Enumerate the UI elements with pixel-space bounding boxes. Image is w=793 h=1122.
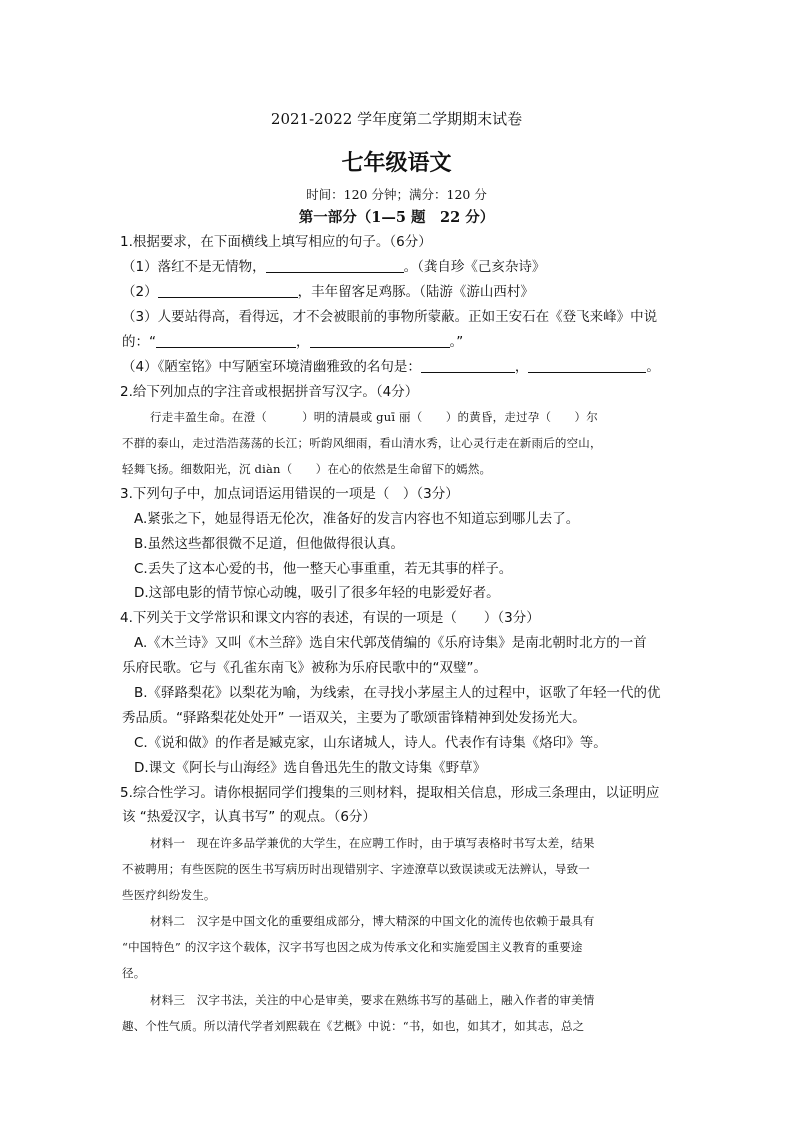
q4-option-b-cont: 秀品质。“驿路梨花处处开” 一语双关，主要为了歌颂雷锋精神到处发扬光大。	[122, 710, 586, 726]
q1-item-2: （2） ，丰年留客足鸡豚。（陆游《游山西村》	[122, 284, 534, 300]
q2-passage-line: 轻舞飞扬。细数阳光，沉 diàn（ ）在心的依然是生命留下的嫣然。	[122, 462, 492, 476]
material-one-line: 不被聘用；有些医院的医生书写病历时出现错别字、字迹潦草以致误读或无法辨认，导致一	[122, 862, 590, 876]
q2-passage-line: 不群的泰山，走过浩浩荡荡的长江；听韵风细雨，看山清水秀，让心灵行走在新雨后的空山，	[122, 436, 602, 450]
q2-stem: 2.给下列加点的字注音或根据拼音写汉字。（4分）	[120, 384, 419, 400]
q3-option-b: B.虽然这些都很微不足道，但他做得很认真。	[134, 536, 405, 552]
material-two: 材料二 汉字是中国文化的重要组成部分，博大精深的中国文化的流传也依赖于最具有	[150, 914, 595, 928]
q4-stem: 4.下列关于文学常识和课文内容的表述，有误的一项是（ ）（3分）	[120, 610, 540, 626]
answer-blank[interactable]	[158, 283, 298, 298]
school-year-title: 2021-2022 学年度第二学期期末试卷	[270, 110, 523, 128]
material-three: 材料三 汉字书法，关注的中心是审美，要求在熟练书写的基础上，融入作者的审美情	[150, 993, 595, 1007]
q4-option-b: B.《驿路梨花》以梨花为喻，为线索，在寻找小茅屋主人的过程中，讴歌了年轻一代的优	[134, 685, 661, 701]
q1-item-3-cont: 的：“ ， 。”	[122, 334, 464, 350]
answer-blank[interactable]	[156, 333, 296, 348]
q1-item-3: （3）人要站得高，看得远，才不会被眼前的事物所蒙蔽。正如王安石在《登飞来峰》中说	[122, 309, 658, 325]
time-info: 时间：120 分钟；满分：120 分	[306, 187, 487, 202]
answer-blank[interactable]	[310, 333, 450, 348]
q3-stem: 3.下列句子中，加点词语运用错误的一项是（ ）（3分）	[120, 486, 459, 502]
answer-blank[interactable]	[421, 358, 515, 373]
q3-option-d: D.这部电影的情节惊心动魄，吸引了很多年轻的电影爱好者。	[134, 585, 500, 601]
q2-passage-line: 行走丰盈生命。在澄（ ）明的清晨或 guī 丽（ ）的黄昏，走过孕（ ）尔	[150, 410, 598, 424]
material-two-line: 径。	[122, 966, 146, 980]
material-one-line: 些医疗纠纷发生。	[122, 888, 216, 902]
material-two-line: “中国特色” 的汉字这个载体，汉字书写也因之成为传承文化和实施爱国主义教育的重要途	[122, 940, 583, 954]
subject-title: 七年级语文	[341, 150, 452, 176]
answer-blank[interactable]	[528, 358, 646, 373]
q3-option-a: A.紧张之下，她显得语无伦次，准备好的发言内容也不知道忘到哪儿去了。	[134, 511, 580, 527]
q5-stem: 5.综合性学习。请你根据同学们搜集的三则材料，提取相关信息，形成三条理由，以证明应	[120, 785, 660, 801]
q4-option-c: C.《说和做》的作者是臧克家，山东诸城人，诗人。代表作有诗集《烙印》等。	[134, 735, 607, 751]
q1-item-4: （4）《陋室铭》中写陋室环境清幽雅致的名句是： ， 。	[122, 359, 660, 375]
q1-item-1: （1）落红不是无情物， 。（龚自珍《己亥杂诗》	[122, 259, 546, 275]
q4-option-a-cont: 乐府民歌。它与《孔雀东南飞》被称为乐府民歌中的“双璧”。	[122, 660, 487, 676]
q1-stem: 1.根据要求，在下面横线上填写相应的句子。（6分）	[120, 234, 432, 250]
answer-blank[interactable]	[266, 258, 404, 273]
material-one: 材料一 现在许多品学兼优的大学生，在应聘工作时，由于填写表格时书写太差，结果	[150, 836, 595, 850]
part-one-heading: 第一部分（1—5 题 22 分）	[298, 209, 495, 226]
q5-stem-cont: 该 “热爱汉字，认真书写” 的观点。（6分）	[122, 809, 376, 825]
material-three-line: 趣、个性气质。所以清代学者刘熙载在《艺概》中说：“书，如也，如其才，如其志，总之	[122, 1019, 585, 1033]
q4-option-a: A.《木兰诗》又叫《木兰辞》选自宋代郭茂倩编的《乐府诗集》是南北朝时北方的一首	[134, 635, 647, 651]
q3-option-c: C.丢失了这本心爱的书，他一整天心事重重，若无其事的样子。	[134, 561, 513, 577]
q4-option-d: D.课文《阿长与山海经》选自鲁迅先生的散文诗集《野草》	[134, 760, 487, 776]
